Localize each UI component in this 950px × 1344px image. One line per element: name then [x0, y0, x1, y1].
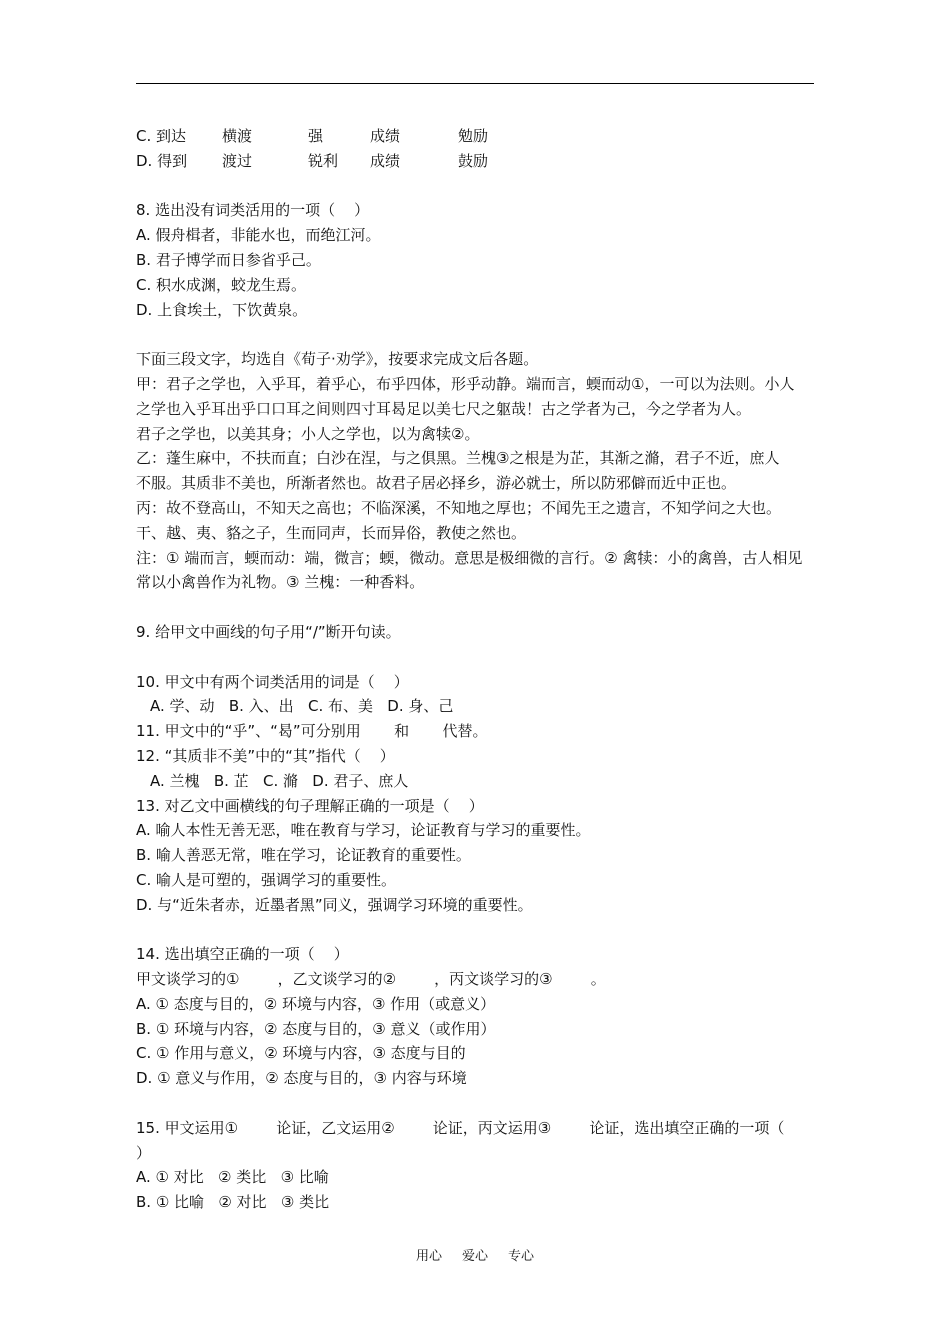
question-14-prompt: 甲文谈学习的① ，乙文谈学习的② ，丙文谈学习的③ 。 [136, 970, 606, 989]
question-9: 9. 给甲文中画线的句子用“/”断开句读。 [136, 622, 401, 641]
cell: 渡过 [222, 151, 253, 170]
question-14-stem: 14. 选出填空正确的一项（ ） [136, 945, 349, 964]
option-row: A. 兰槐 B. 芷 C. 滫 D. 君子、庶人 [150, 771, 409, 790]
question-15-stem-cont: ） [136, 1143, 152, 1162]
passage-line: 丙：故不登高山，不知天之高也；不临深溪，不知地之厚也；不闻先王之遗言，不知学问之大也。 [136, 498, 782, 517]
passage-line: 不服。其质非不美也，所渐者然也。故君子居必择乡，游必就士，所以防邪僻而近中正也。 [136, 474, 737, 493]
question-15-stem: 15. 甲文运用① 论证，乙文运用② 论证，丙文运用③ 论证，选出填空正确的一项（ [136, 1118, 785, 1137]
option: D. ① 意义与作用，② 态度与目的，③ 内容与环境 [136, 1069, 467, 1088]
footer-text: 用心 [415, 1249, 442, 1264]
option: A. ① 对比 ② 类比 ③ 比喻 [136, 1168, 329, 1187]
passage-note: 常以小禽兽作为礼物。③ 兰槐：一种香料。 [136, 573, 425, 592]
cell: 成绩 [370, 151, 401, 170]
option: B. 君子博学而日参省乎己。 [136, 250, 321, 269]
option: A. 喻人本性无善无恶，唯在教育与学习，论证教育与学习的重要性。 [136, 821, 591, 840]
table-row [136, 124, 816, 149]
row-label: C. 到达 [136, 127, 187, 145]
cell: 勉励 [458, 127, 489, 145]
option: A. ① 态度与目的，② 环境与内容，③ 作用（或意义） [136, 994, 496, 1013]
table-row [136, 149, 816, 174]
cell: 锐利 [308, 151, 339, 170]
option: A. 假舟楫者，非能水也，而绝江河。 [136, 226, 381, 245]
cell: 成绩 [370, 127, 401, 145]
option: D. 上食埃土，下饮黄泉。 [136, 300, 308, 319]
page-content [136, 124, 816, 1215]
option: B. ① 比喻 ② 对比 ③ 类比 [136, 1193, 330, 1212]
option: C. 积水成渊，蛟龙生焉。 [136, 275, 307, 294]
passage-note: 注：① 端而言，蝡而动：端，微言；蝡，微动。意思是极细微的言行。② 禽犊：小的禽兽，古人相见 [136, 548, 803, 567]
option: D. 与“近朱者赤，近墨者黑”同义，强调学习环境的重要性。 [136, 895, 533, 914]
question-11: 11. 甲文中的“乎”、“曷”可分别用 和 代替。 [136, 722, 488, 741]
row-label: D. 得到 [136, 151, 188, 170]
question-13-stem: 13. 对乙文中画横线的句子理解正确的一项是（ ） [136, 796, 484, 815]
passage-line: 之学也入乎耳出乎口口耳之间则四寸耳曷足以美七尺之躯哉！古之学者为己，今之学者为人。 [136, 399, 752, 418]
option: C. 喻人是可塑的，强调学习的重要性。 [136, 870, 397, 889]
question-10-stem: 10. 甲文中有两个词类活用的词是（ ） [136, 672, 409, 691]
passage-intro: 下面三段文字，均选自《荀子·劝学》，按要求完成文后各题。 [136, 350, 539, 369]
passage-line: 乙：蓬生麻中，不扶而直；白沙在涅，与之俱黑。兰槐③之根是为芷，其渐之滫，君子不近，庶人 [136, 449, 780, 468]
passage-line: 君子之学也，以美其身；小人之学也，以为禽犊②。 [136, 424, 480, 443]
option: B. 喻人善恶无常，唯在学习，论证教育的重要性。 [136, 846, 471, 865]
option: B. ① 环境与内容，② 态度与目的，③ 意义（或作用） [136, 1019, 496, 1038]
option-row: A. 学、动 B. 入、出 C. 布、美 D. 身、己 [150, 697, 454, 716]
footer-text: 专心 [508, 1249, 535, 1264]
footer-text: 爱心 [461, 1249, 488, 1264]
passage-line: 干、越、夷、貉之子，生而同声，长而异俗，教使之然也。 [136, 523, 527, 542]
cell: 鼓励 [458, 151, 489, 170]
question-12-stem: 12. “其质非不美”中的“其”指代（ ） [136, 746, 395, 765]
option: C. ① 作用与意义，② 环境与内容，③ 态度与目的 [136, 1044, 466, 1063]
question-8-stem: 8. 选出没有词类活用的一项（ ） [136, 201, 370, 220]
cell: 强 [308, 127, 324, 145]
header-rule [136, 83, 814, 84]
cell: 横渡 [222, 127, 253, 145]
passage-line: 甲：君子之学也，入乎耳，着乎心，布乎四体，形乎动静。端而言，蝡而动①，一可以为法则。小人 [136, 374, 795, 393]
page-footer [0, 1247, 950, 1267]
